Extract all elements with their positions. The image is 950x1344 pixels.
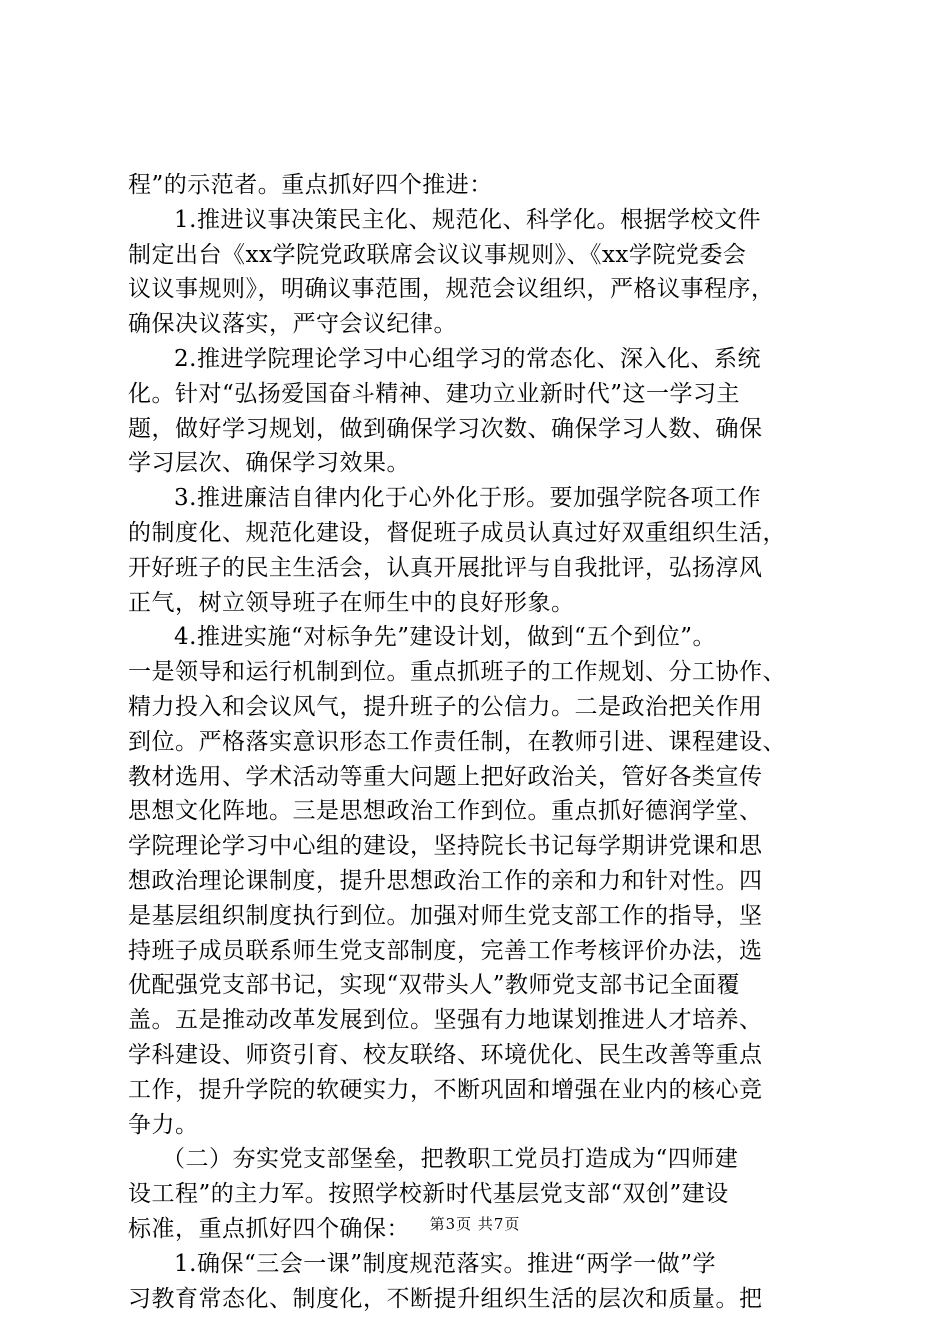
text-line: 争力。 — [128, 1111, 199, 1138]
text-line: 程”的示范者。重点抓好四个推进： — [128, 172, 493, 198]
text-line: 学习层次、确保学习效果。 — [128, 450, 410, 477]
text-line: （二）夯实党支部堡垒，把教职工党员打造成为“四师建 — [162, 1146, 739, 1173]
document-body — [128, 168, 848, 1316]
text-line: 确保决议落实，严守会议纪律。 — [128, 311, 457, 338]
text-line: 标准，重点抓好四个确保： — [128, 1215, 410, 1242]
text-line: 持班子成员联系师生党支部制度，完善工作考核评价办法，选 — [128, 937, 763, 964]
text-line: 想政治理论课制度，提升思想政治工作的亲和力和针对性。四 — [128, 867, 763, 894]
text-line: 题，做好学习规划，做到确保学习次数、确保学习人数、确保 — [128, 415, 763, 442]
text-line: 思想文化阵地。三是思想政治工作到位。重点抓好德润学堂、 — [128, 798, 763, 825]
text-line: 精力投入和会议风气，提升班子的公信力。二是政治把关作用 — [128, 693, 763, 720]
text-line: 4.推进实施“对标争先”建设计划，做到“五个到位”。 — [174, 624, 716, 651]
text-line: 1.推进议事决策民主化、规范化、科学化。根据学校文件 — [174, 206, 761, 233]
text-line: 2.推进学院理论学习中心组学习的常态化、深入化、系统 — [174, 345, 761, 372]
text-line: 盖。五是推动改革发展到位。坚强有力地谋划推进人才培养、 — [128, 1007, 763, 1034]
text-line: 习教育常态化、制度化，不断提升组织生活的层次和质量。把 — [128, 1285, 763, 1312]
text-line: 正气，树立领导班子在师生中的良好形象。 — [128, 589, 575, 616]
text-line: 教材选用、学术活动等重大问题上把好政治关，管好各类宣传 — [128, 763, 763, 790]
text-line: 制定出台《xx学院党政联席会议议事规则》、《xx学院党委会 — [128, 241, 747, 268]
text-line: 到位。严格落实意识形态工作责任制，在教师引进、课程建设、 — [128, 728, 786, 755]
text-line: 优配强党支部书记，实现“双带头人”教师党支部书记全面覆 — [128, 972, 741, 999]
text-line: 1.确保“三会一课”制度规范落实。推进“两学一做”学 — [174, 1250, 716, 1277]
text-line: 一是领导和运行机制到位。重点抓班子的工作规划、分工协作、 — [128, 659, 786, 686]
text-line: 议议事规则》，明确议事范围，规范会议组织，严格议事程序， — [128, 276, 775, 303]
text-line: 工作，提升学院的软硬实力，不断巩固和增强在业内的核心竞 — [128, 1076, 763, 1103]
text-line: 设工程”的主力军。按照学校新时代基层党支部“双创”建设 — [128, 1181, 729, 1208]
text-line: 的制度化、规范化建设，督促班子成员认真过好双重组织生活， — [128, 519, 786, 546]
text-line: 是基层组织制度执行到位。加强对师生党支部工作的指导，坚 — [128, 902, 763, 929]
text-line: 3.推进廉洁自律内化于心外化于形。要加强学院各项工作 — [174, 485, 761, 512]
text-line: 化。针对“弘扬爱国奋斗精神、建功立业新时代”这一学习主 — [128, 380, 741, 407]
text-line: 学科建设、师资引育、校友联络、环境优化、民生改善等重点 — [128, 1041, 763, 1068]
text-line: 开好班子的民主生活会，认真开展批评与自我批评，弘扬淳风 — [128, 554, 763, 581]
text-line: 学院理论学习中心组的建设，坚持院长书记每学期讲党课和思 — [128, 833, 763, 860]
page-number-footer: 第3页 共7页 — [429, 1215, 521, 1233]
